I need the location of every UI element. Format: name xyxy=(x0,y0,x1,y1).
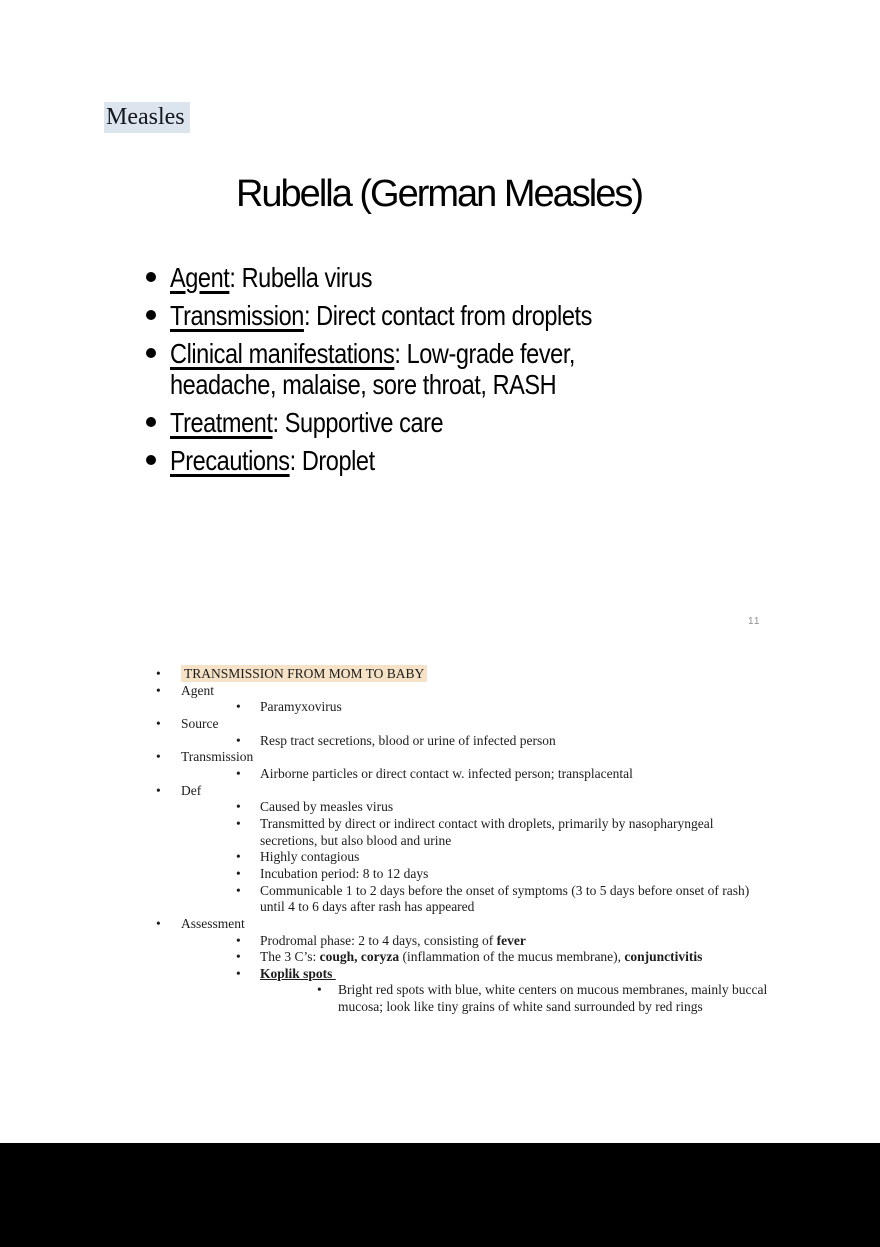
notes-item-text: Transmitted by direct or indirect contact with droplets, primarily by nasopharyngeal secretions, but also blood and urine xyxy=(260,815,714,848)
slide-bullet-item xyxy=(110,445,768,476)
slide-bullet-label: Agent xyxy=(170,262,230,293)
slide-bullet-label: Precautions xyxy=(170,445,290,476)
notes-item xyxy=(0,949,880,966)
notes-item-text: Incubation period: 8 to 12 days xyxy=(260,865,429,881)
slide-bullet-item xyxy=(110,300,768,331)
slide-bullet-text-line2: headache, malaise, sore throat, RASH xyxy=(170,369,557,400)
slide-bullet-item xyxy=(110,338,768,400)
notes-item xyxy=(0,733,880,750)
bullet-icon: • xyxy=(156,749,161,765)
notes-item xyxy=(0,883,880,916)
notes-item-text: TRANSMISSION FROM MOM TO BABY xyxy=(181,666,427,683)
notes-item-text: Caused by measles virus xyxy=(260,799,394,815)
notes-item-text: Prodromal phase: 2 to 4 days, consisting of fever xyxy=(260,932,526,948)
notes-item-text: Assessment xyxy=(181,915,245,931)
slide-bullet-text: : Droplet xyxy=(289,445,375,476)
bullet-icon xyxy=(146,455,156,465)
notes-item-text: Resp tract secretions, blood or urine of infected person xyxy=(260,732,556,748)
bullet-icon: • xyxy=(236,932,241,948)
bullet-icon: • xyxy=(236,699,241,715)
bullet-icon: • xyxy=(236,765,241,781)
bullet-icon xyxy=(146,272,156,282)
slide-bullet-text: : Rubella virus xyxy=(229,262,373,293)
bullet-icon: • xyxy=(236,865,241,881)
notes-item-text: Communicable 1 to 2 days before the onset of symptoms (3 to 5 days before onset of rash) until 4 to 6 days after rash has appeared xyxy=(260,882,750,915)
slide-title: Rubella (German Measles) xyxy=(235,173,643,215)
bullet-icon: • xyxy=(236,815,241,831)
slide-page-number: 11 xyxy=(748,616,761,627)
bullet-icon: • xyxy=(236,732,241,748)
notes-item-text: Highly contagious xyxy=(260,849,360,865)
notes-list xyxy=(0,666,880,1016)
embedded-slide-image xyxy=(110,170,768,476)
notes-item-text: Source xyxy=(181,715,219,731)
notes-item xyxy=(0,683,880,700)
notes-item xyxy=(0,716,880,733)
bullet-icon: • xyxy=(156,715,161,731)
bullet-icon xyxy=(146,348,156,358)
notes-item-text: Paramyxovirus xyxy=(260,699,342,715)
notes-item-text: Airborne particles or direct contact w. infected person; transplacental xyxy=(260,765,633,781)
slide-bullet-text: : Low-grade fever, xyxy=(394,338,576,369)
notes-item xyxy=(0,766,880,783)
notes-item xyxy=(0,866,880,883)
slide-bullet-label: Transmission xyxy=(170,300,304,331)
notes-item xyxy=(0,982,880,1015)
notes-item xyxy=(0,749,880,766)
bullet-icon xyxy=(146,417,156,427)
bullet-icon: • xyxy=(317,982,322,998)
bullet-icon: • xyxy=(236,965,241,981)
slide-bullet-label: Clinical manifestations xyxy=(170,338,395,369)
notes-item-text: Koplik spots xyxy=(260,965,336,981)
notes-item xyxy=(0,933,880,950)
slide-bullet-item xyxy=(110,262,768,293)
bullet-icon: • xyxy=(156,782,161,798)
notes-item-text: Def xyxy=(181,782,202,798)
slide-bullet-list xyxy=(110,262,768,476)
notes-item-text: Bright red spots with blue, white centers on mucous membranes, mainly buccal mucosa; look like tiny grains of white sand surrounded by red rings xyxy=(338,982,768,1015)
bullet-icon: • xyxy=(236,949,241,965)
notes-item xyxy=(0,666,880,683)
notes-item xyxy=(0,966,880,983)
notes-item xyxy=(0,816,880,849)
slide-bullet-text: : Direct contact from droplets xyxy=(303,300,592,331)
bullet-icon: • xyxy=(236,849,241,865)
notes-item xyxy=(0,849,880,866)
highlighted-title-text: Measles xyxy=(104,102,190,133)
bullet-icon: • xyxy=(236,882,241,898)
slide-bullet-item xyxy=(110,407,768,438)
notes-item xyxy=(0,916,880,933)
slide-bullet-text: : Supportive care xyxy=(272,407,444,438)
notes-item-text: Transmission xyxy=(181,749,254,765)
slide-bullet-label: Treatment xyxy=(170,407,273,438)
notes-item-text: The 3 C’s: cough, coryza (inflammation of the mucus membrane), conjunctivitis xyxy=(260,949,703,965)
notes-item xyxy=(0,783,880,800)
bullet-icon: • xyxy=(236,799,241,815)
footer-bar xyxy=(0,1143,880,1247)
notes-item-text: Agent xyxy=(181,682,214,698)
notes-item xyxy=(0,699,880,716)
notes-item xyxy=(0,799,880,816)
bullet-icon: • xyxy=(156,666,161,681)
bullet-icon: • xyxy=(156,915,161,931)
bullet-icon xyxy=(146,310,156,320)
page-title xyxy=(104,101,190,133)
bullet-icon: • xyxy=(156,682,161,698)
